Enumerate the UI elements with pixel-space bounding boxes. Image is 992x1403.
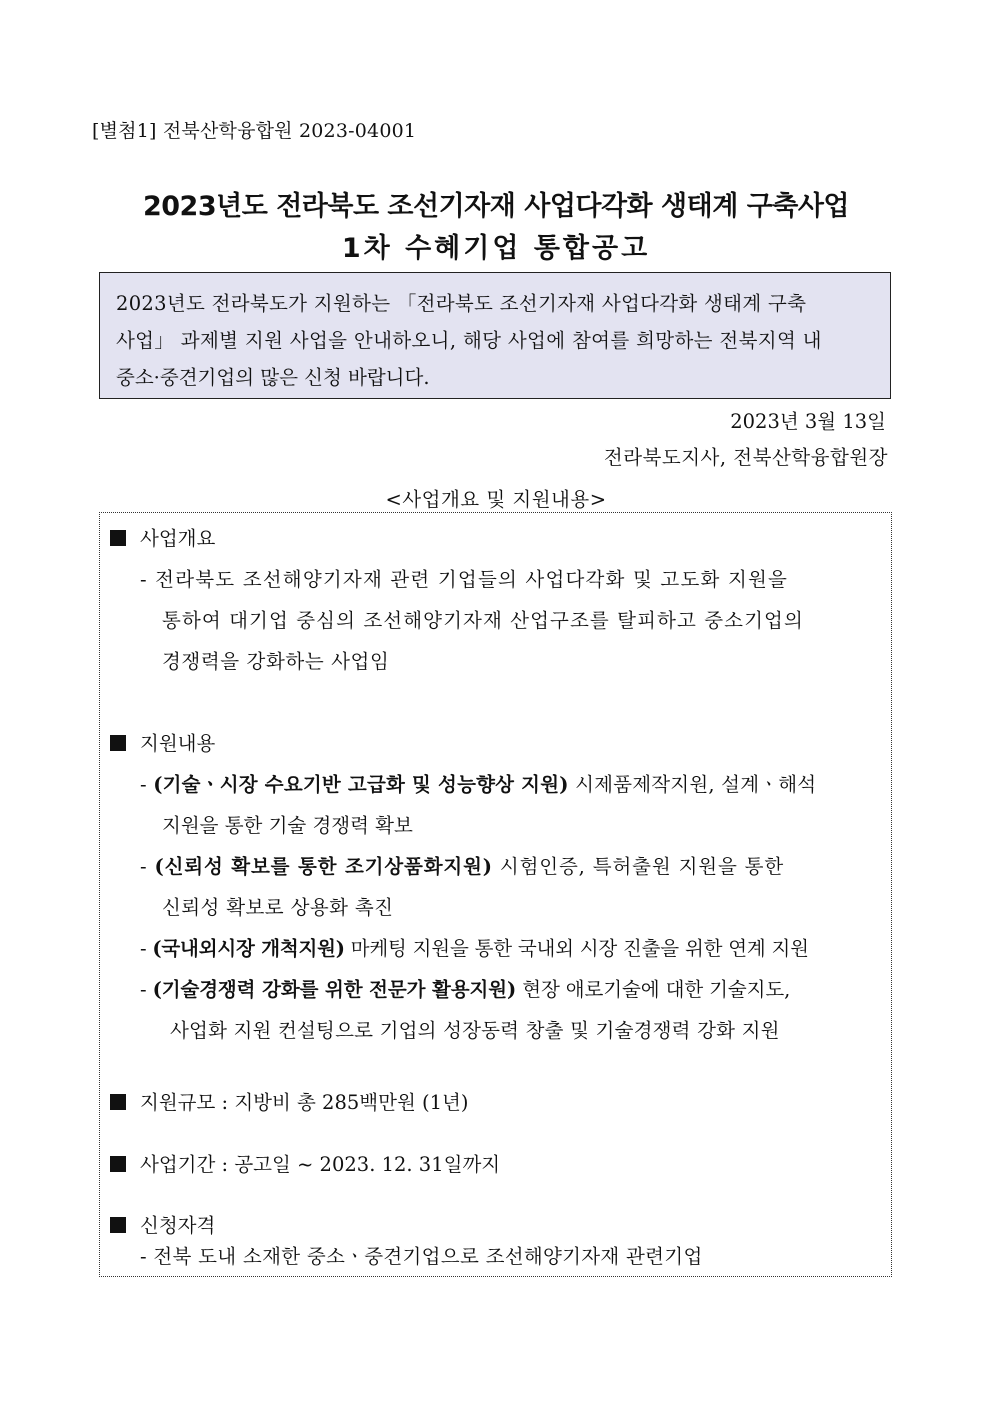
section-support [110, 728, 215, 756]
issuer: 전라북도지사, 전북산학융합원장 [603, 446, 888, 469]
support-item: - (기술경쟁력 강화를 위한 전문가 활용지원) 현장 애로기술에 대한 기술지도, [140, 978, 791, 1001]
notice-date: 2023년 3월 13일 [730, 410, 886, 433]
overview-line: 통하여 대기업 중심의 조선해양기자재 산업구조를 탈피하고 중소기업의 [162, 609, 804, 632]
intro-line: 2023년도 전라북도가 지원하는 「전라북도 조선기자재 사업다각화 생태계 구축 [116, 292, 807, 315]
support-item-text: 시험인증, 특허출원 지원을 통한 [492, 855, 785, 878]
intro-box [99, 272, 891, 399]
content-box [99, 512, 892, 1277]
support-item-title: (신뢰성 확보를 통한 조기상품화지원) [154, 855, 493, 878]
support-item-text: 현장 애로기술에 대한 기술지도, [516, 978, 791, 1001]
section-heading: 신청자격 [140, 1214, 216, 1237]
section-heading: 지원내용 [140, 732, 216, 755]
square-bullet-icon [110, 735, 126, 751]
overview-line: 경쟁력을 강화하는 사업임 [162, 650, 390, 673]
support-item-cont: 사업화 지원 컨설팅으로 기업의 성장동력 창출 및 기술경쟁력 강화 지원 [170, 1019, 780, 1042]
support-item-text: 시제품제작지원, 설계ㆍ해석 [568, 773, 817, 796]
section-heading: 사업개요 [140, 527, 216, 550]
intro-line: 중소·중견기업의 많은 신청 바랍니다. [116, 366, 430, 389]
notice-title: 2023년도 전라북도 조선기자재 사업다각화 생태계 구축사업 [142, 191, 850, 222]
square-bullet-icon [110, 530, 126, 546]
square-bullet-icon [110, 1217, 126, 1233]
support-item: - (국내외시장 개척지원) 마케팅 지원을 통한 국내외 시장 진출을 위한 연계 지원 [140, 937, 809, 960]
support-item-text: 마케팅 지원을 통한 국내외 시장 진출을 위한 연계 지원 [344, 937, 809, 960]
overview-line: - 전라북도 조선해양기자재 관련 기업들의 사업다각화 및 고도화 지원을 [140, 568, 789, 591]
notice-subtitle: 1차 수혜기업 통합공고 [341, 233, 651, 264]
intro-line: 사업」 과제별 지원 사업을 안내하오니, 해당 사업에 참여를 희망하는 전북지역 내 [116, 329, 822, 352]
square-bullet-icon [110, 1156, 126, 1172]
support-item-cont: 지원을 통한 기술 경쟁력 확보 [162, 814, 413, 837]
overview-heading: <사업개요 및 지원내용> [385, 488, 607, 511]
section-overview [110, 523, 215, 551]
section-eligibility [110, 1210, 215, 1238]
support-item-title: (기술ㆍ시장 수요기반 고급화 및 성능향상 지원) [153, 773, 569, 796]
attachment-label: [별첨1] 전북산학융합원 2023-04001 [92, 120, 417, 142]
support-item: - (기술ㆍ시장 수요기반 고급화 및 성능향상 지원) 시제품제작지원, 설계ㆍ해석 [140, 773, 817, 796]
section-scale [110, 1087, 468, 1115]
period-text: 사업기간 : 공고일 ~ 2023. 12. 31일까지 [140, 1153, 501, 1176]
scale-text: 지원규모 : 지방비 총 285백만원 (1년) [140, 1091, 469, 1114]
support-item-cont: 신뢰성 확보로 상용화 촉진 [162, 896, 394, 919]
support-item-title: (기술경쟁력 강화를 위한 전문가 활용지원) [152, 978, 517, 1001]
section-period [110, 1149, 500, 1177]
eligibility-line: - 전북 도내 소재한 중소ㆍ중견기업으로 조선해양기자재 관련기업 [140, 1245, 703, 1268]
support-item: - (신뢰성 확보를 통한 조기상품화지원) 시험인증, 특허출원 지원을 통한 [140, 855, 785, 878]
square-bullet-icon [110, 1094, 126, 1110]
support-item-title: (국내외시장 개척지원) [152, 937, 345, 960]
